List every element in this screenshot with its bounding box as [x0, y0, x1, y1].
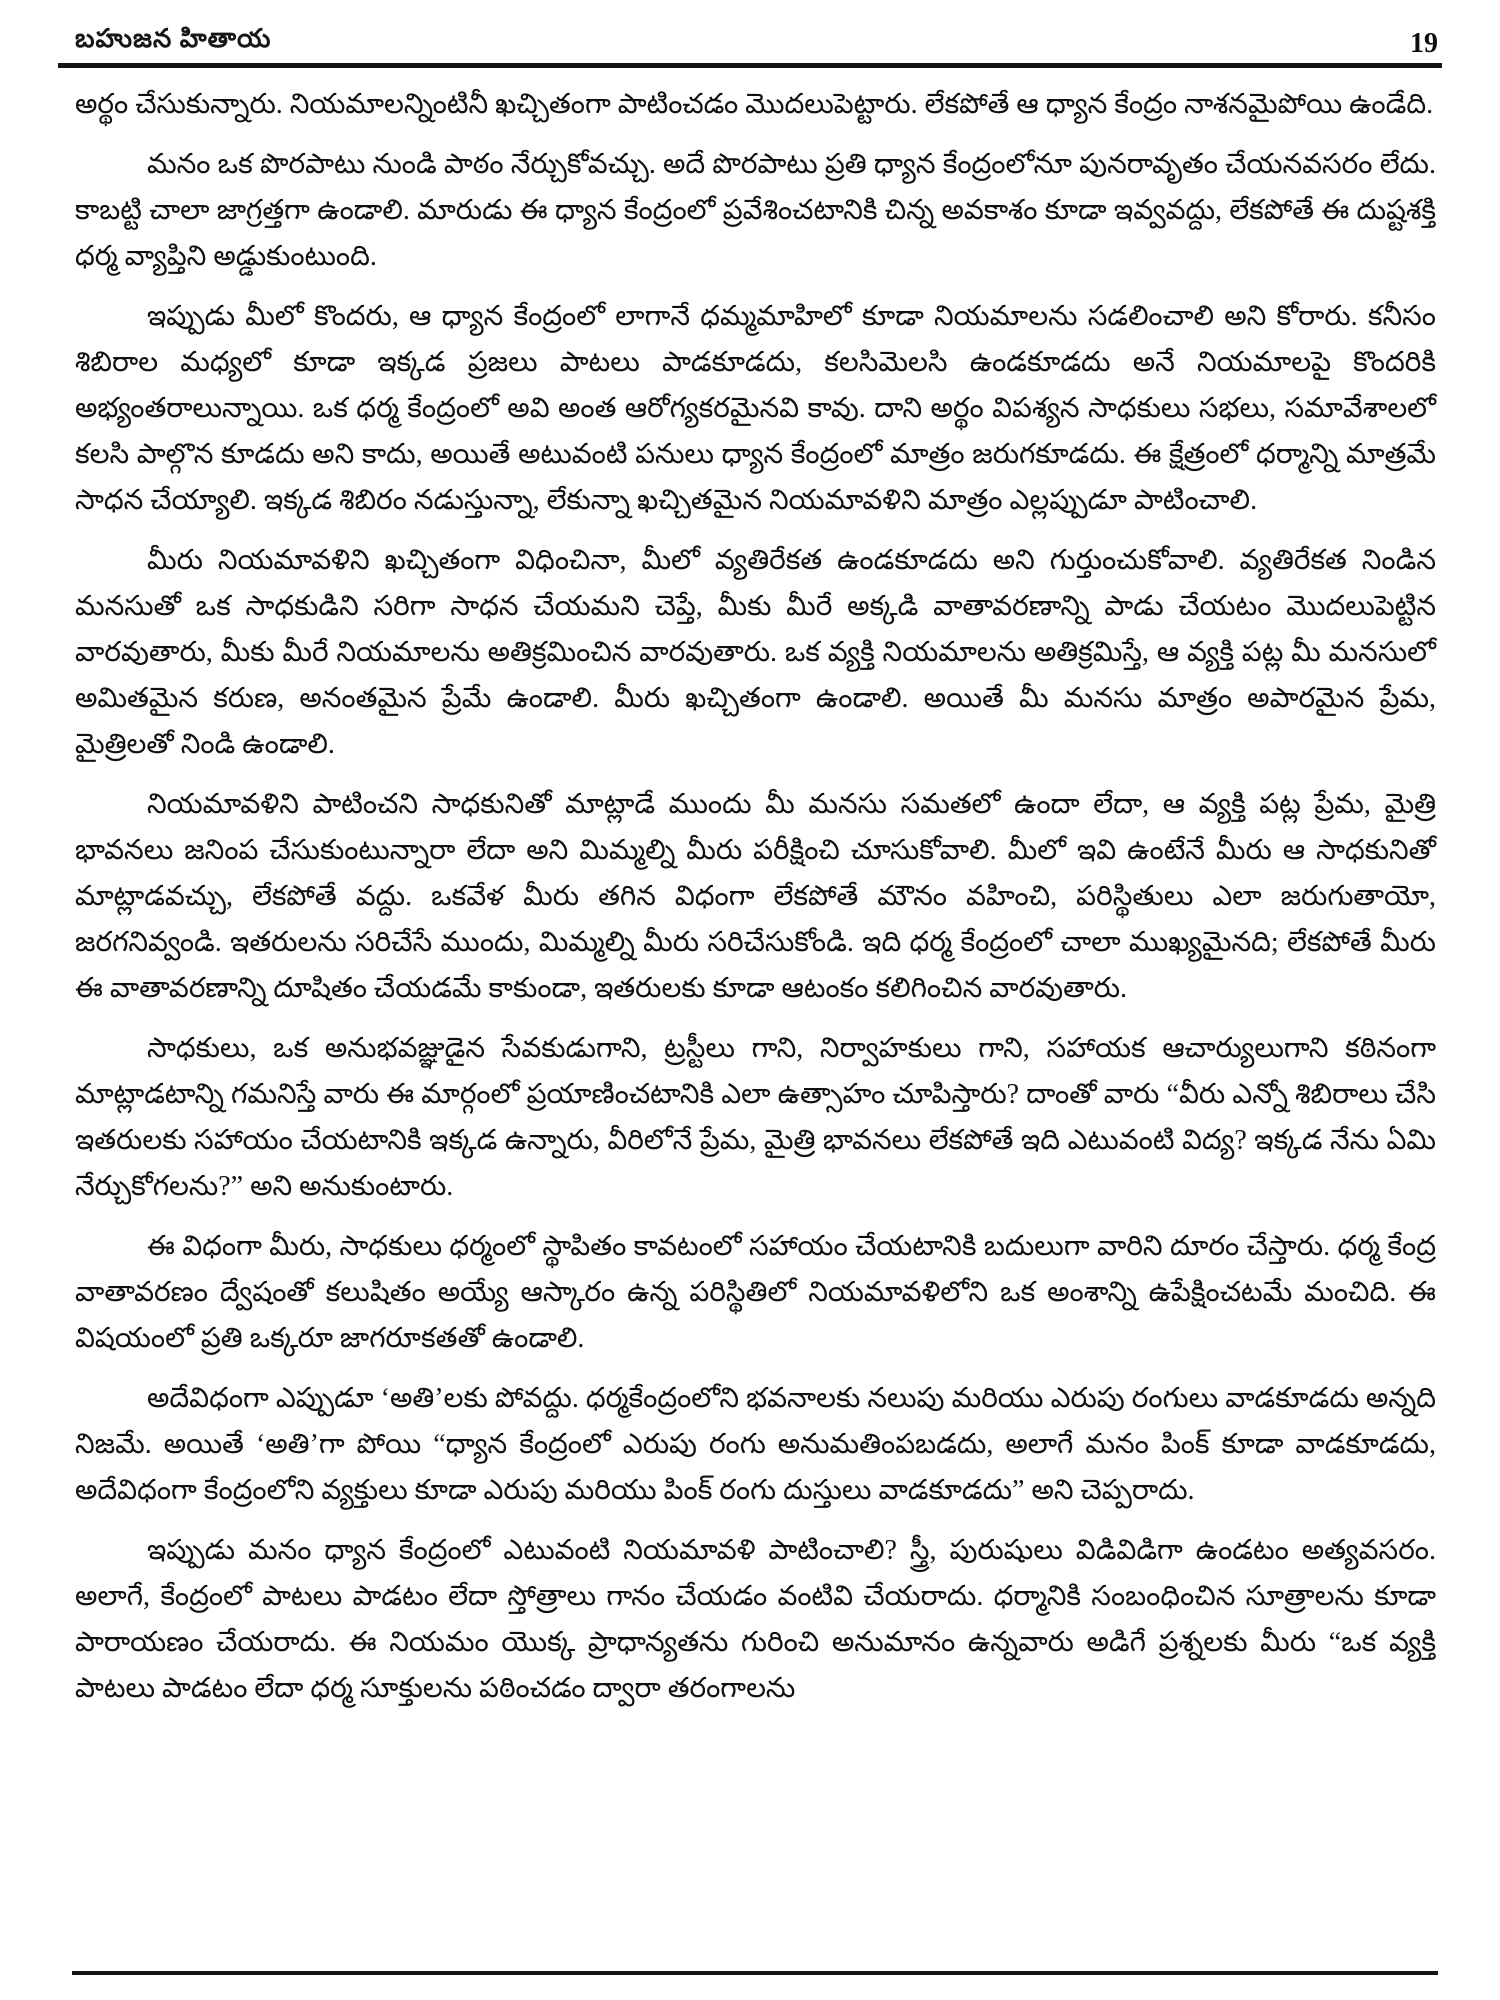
- body-text: [75, 82, 1436, 1952]
- paragraph: అదేవిధంగా ఎప్పుడూ ‘అతి’లకు పోవద్దు. ధర్మకేంద్రంలోని భవనాలకు నలుపు మరియు ఎరుపు రంగులు వాడకూడదు అన్నది నిజమే. అయితే ‘అతి’గా పోయి “ధ్యాన కేంద్రంలో ఎరుపు రంగు అనుమతింపబడదు, అలాగే మనం పింక్ కూడా వాడకూడదు, అదేవిధంగా కేంద్రంలోని వ్యక్తులు కూడా ఎరుపు మరియు పింక్ రంగు దుస్తులు వాడకూడదు” అని చెప్పరాదు.: [75, 1383, 1436, 1506]
- paragraph: ఇప్పుడు మనం ధ్యాన కేంద్రంలో ఎటువంటి నియమావళి పాటించాలి? స్త్రీ, పురుషులు విడివిడిగా ఉండటం అత్యవసరం. అలాగే, కేంద్రంలో పాటలు పాడటం లేదా స్తోత్రాలు గానం చేయడం వంటివి చేయరాదు. ధర్మానికి సంబంధించిన సూత్రాలను కూడా పారాయణం చేయరాదు. ఈ నియమం యొక్క ప్రాధాన్యతను గురించి అనుమానం ఉన్నవారు అడిగే ప్రశ్నలకు మీరు “ఒక వ్యక్తి పాటలు పాడటం లేదా ధర్మ సూక్తులను పఠించడం ద్వారా తరంగాలను: [75, 1535, 1436, 1704]
- running-title: బహుజన హితాయ: [75, 24, 272, 53]
- footer-rule: [72, 1971, 1438, 1975]
- paragraph: మనం ఒక పొరపాటు నుండి పాఠం నేర్చుకోవచ్చు. అదే పొరపాటు ప్రతి ధ్యాన కేంద్రంలోనూ పునరావృతం చేయనవసరం లేదు. కాబట్టి చాలా జాగ్రత్తగా ఉండాలి. మారుడు ఈ ధ్యాన కేంద్రంలో ప్రవేశించటానికి చిన్న అవకాశం కూడా ఇవ్వవద్దు, లేకపోతే ఈ దుష్టశక్తి ధర్మ వ్యాప్తిని అడ్డుకుంటుంది.: [75, 149, 1437, 272]
- paragraph: అర్థం చేసుకున్నారు. నియమాలన్నింటినీ ఖచ్చితంగా పాటించడం మొదలుపెట్టారు. లేకపోతే ఆ ధ్యాన కేంద్రం నాశనమైపోయి ఉండేది.: [75, 89, 1434, 120]
- paragraph: ఇప్పుడు మీలో కొందరు, ఆ ధ్యాన కేంద్రంలో లాగానే ధమ్మమాహిలో కూడా నియమాలను సడలించాలి అని కోరారు. కనీసం శిబిరాల మధ్యలో కూడా ఇక్కడ ప్రజలు పాటలు పాడకూడదు, కలసిమెలసి ఉండకూడదు అనే నియమాలపై కొందరికి అభ్యంతరాలున్నాయి. ఒక ధర్మ కేంద్రంలో అవి అంత ఆరోగ్యకరమైనవి కావు. దాని అర్థం విపశ్యన సాధకులు సభలు, సమావేశాలలో కలసి పాల్గొన కూడదు అని కాదు, అయితే అటువంటి పనులు ధ్యాన కేంద్రంలో మాత్రం జరుగకూడదు. ఈ క్షేత్రంలో ధర్మాన్ని మాత్రమే సాధన చేయ్యాలి. ఇక్కడ శిబిరం నడుస్తున్నా, లేకున్నా ఖచ్చితమైన నియమావళిని మాత్రం ఎల్లప్పుడూ పాటించాలి.: [75, 301, 1436, 516]
- paragraph: సాధకులు, ఒక అనుభవజ్ఞుడైన సేవకుడుగాని, ట్రస్టీలు గాని, నిర్వాహకులు గాని, సహాయక ఆచార్యులుగాని కఠినంగా మాట్లాడటాన్ని గమనిస్తే వారు ఈ మార్గంలో ప్రయాణించటానికి ఎలా ఉత్సాహం చూపిస్తారు? దాంతో వారు “వీరు ఎన్నో శిబిరాలు చేసి ఇతరులకు సహాయం చేయటానికి ఇక్కడ ఉన్నారు, వీరిలోనే ప్రేమ, మైత్రి భావనలు లేకపోతే ఇది ఎటువంటి విద్య? ఇక్కడ నేను ఏమి నేర్చుకోగలను?” అని అనుకుంటారు.: [75, 1033, 1436, 1202]
- page-number: 19: [1410, 28, 1438, 59]
- page-header: [75, 24, 1438, 60]
- header-rule: [58, 63, 1442, 68]
- paragraph: నియమావళిని పాటించని సాధకునితో మాట్లాడే ముందు మీ మనసు సమతలో ఉందా లేదా, ఆ వ్యక్తి పట్ల ప్రేమ, మైత్రి భావనలు జనింప చేసుకుంటున్నారా లేదా అని మిమ్మల్ని మీరు పరీక్షించి చూసుకోవాలి. మీలో ఇవి ఉంటేనే మీరు ఆ సాధకునితో మాట్లాడవచ్చు, లేకపోతే వద్దు. ఒకవేళ మీరు తగిన విధంగా లేకపోతే మౌనం వహించి, పరిస్థితులు ఎలా జరుగుతాయో, జరగనివ్వండి. ఇతరులను సరిచేసే ముందు, మిమ్మల్ని మీరు సరిచేసుకోండి. ఇది ధర్మ కేంద్రంలో చాలా ముఖ్యమైనది; లేకపోతే మీరు ఈ వాతావరణాన్ని దూషితం చేయడమే కాకుండా, ఇతరులకు కూడా ఆటంకం కలిగించిన వారవుతారు.: [75, 789, 1436, 1004]
- paragraph: ఈ విధంగా మీరు, సాధకులు ధర్మంలో స్థాపితం కావటంలో సహాయం చేయటానికి బదులుగా వారిని దూరం చేస్తారు. ధర్మ కేంద్ర వాతావరణం ద్వేషంతో కలుషితం అయ్యే ఆస్కారం ఉన్న పరిస్థితిలో నియమావళిలోని ఒక అంశాన్ని ఉపేక్షించటమే మంచిది. ఈ విషయంలో ప్రతి ఒక్కరూ జాగరూకతతో ఉండాలి.: [75, 1231, 1436, 1354]
- paragraph: మీరు నియమావళిని ఖచ్చితంగా విధించినా, మీలో వ్యతిరేకత ఉండకూడదు అని గుర్తుంచుకోవాలి. వ్యతిరేకత నిండిన మనసుతో ఒక సాధకుడిని సరిగా సాధన చేయమని చెప్తే, మీకు మీరే అక్కడి వాతావరణాన్ని పాడు చేయటం మొదలుపెట్టిన వారవుతారు, మీకు మీరే నియమాలను అతిక్రమించిన వారవుతారు. ఒక వ్యక్తి నియమాలను అతిక్రమిస్తే, ఆ వ్యక్తి పట్ల మీ మనసులో అమితమైన కరుణ, అనంతమైన ప్రేమే ఉండాలి. మీరు ఖచ్చితంగా ఉండాలి. అయితే మీ మనసు మాత్రం అపారమైన ప్రేమ, మైత్రిలతో నిండి ఉండాలి.: [75, 545, 1436, 760]
